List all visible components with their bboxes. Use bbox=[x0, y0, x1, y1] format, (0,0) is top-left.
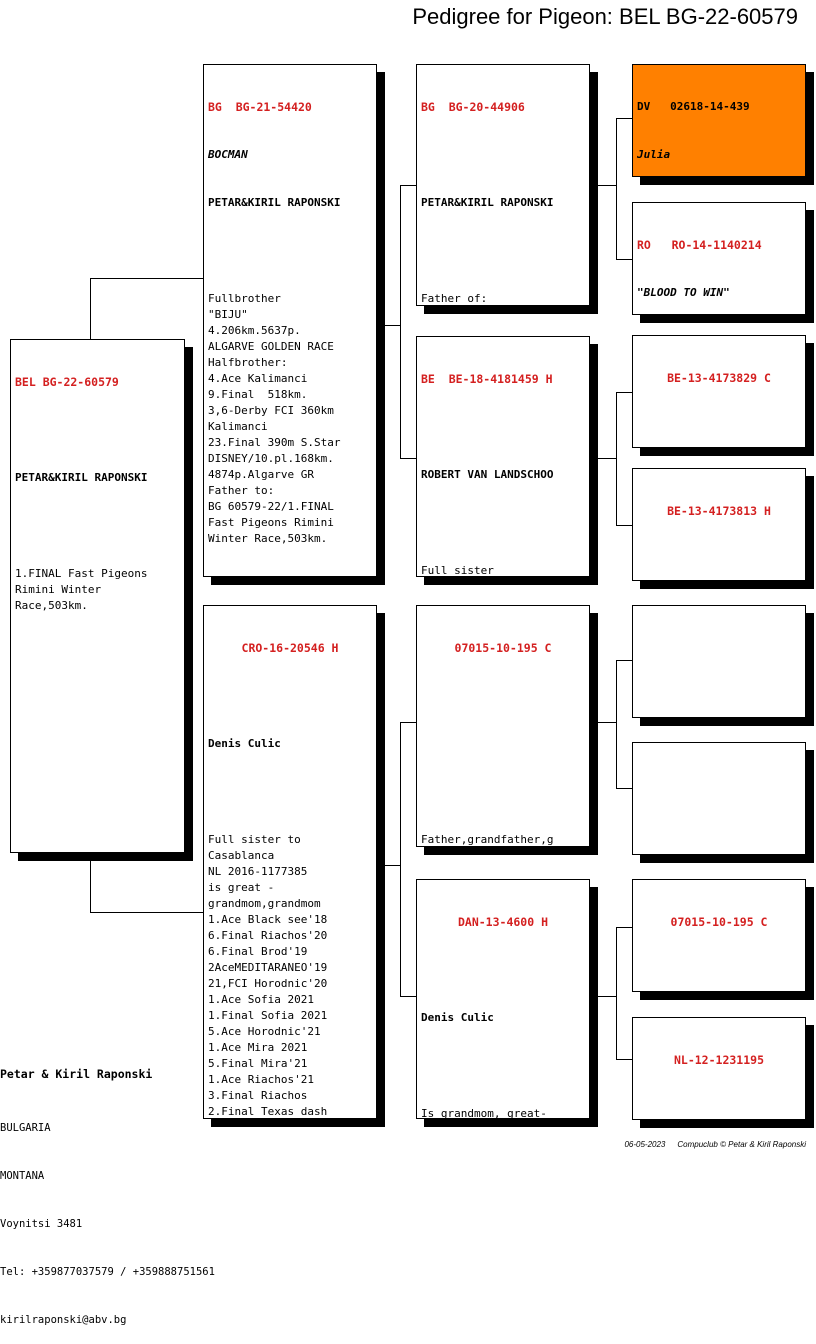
connector bbox=[616, 525, 633, 526]
connector bbox=[616, 788, 633, 789]
footer bbox=[612, 1140, 806, 1149]
ring-number: 07015-10-195 C bbox=[454, 641, 552, 655]
connector bbox=[616, 927, 633, 928]
sire-sire-dam-card[interactable] bbox=[632, 202, 806, 315]
dam-dam-dam-card[interactable] bbox=[632, 1017, 806, 1120]
dam-dam-card[interactable] bbox=[416, 879, 590, 1119]
breeder-info bbox=[0, 1034, 215, 1344]
sire-card[interactable] bbox=[203, 64, 377, 577]
page-title: Pedigree for Pigeon: BEL BG-22-60579 bbox=[412, 4, 798, 29]
sire-dam-card[interactable] bbox=[416, 336, 590, 577]
sire-sire-card[interactable] bbox=[416, 64, 590, 306]
connector bbox=[616, 118, 633, 119]
pigeon-notes: Father of: bbox=[421, 292, 488, 305]
print-date: 06-05-2023 bbox=[624, 1140, 666, 1149]
ring-number: CRO-16-20546 H bbox=[241, 641, 339, 655]
ring-number: BG BG-20-44906 bbox=[421, 100, 525, 114]
breeder-name: Petar & Kiril Raponski bbox=[0, 1067, 153, 1081]
dam-sire-card[interactable] bbox=[416, 605, 590, 847]
dam-dam-sire-card[interactable] bbox=[632, 879, 806, 992]
connector bbox=[616, 1059, 633, 1060]
owner-name: Denis Culic bbox=[421, 1011, 494, 1024]
connector bbox=[592, 458, 616, 459]
connector bbox=[90, 278, 91, 340]
pigeon-notes: Fullbrother "BIJU" 4.206km.5637p. ALGARVE GOLDEN RACE Halfbrother: 4.Ace Kalimanci 9.Final 518km. 3,6-Derby FCI 360km Kalimanci 23.Final 390m S.Star DISNEY/10.pl.168km. 4874p.Algarve GR Father to: BG 60579-22/1.FINAL Fast Pigeons Rimini Winter Race,503km. bbox=[208, 292, 341, 545]
breeder-phone: Tel: +359877037579 / +359888751561 bbox=[0, 1266, 215, 1278]
connector bbox=[376, 325, 400, 326]
connector bbox=[616, 118, 617, 259]
breeder-address: Voynitsi 3481 bbox=[0, 1218, 83, 1230]
breeder-country: BULGARIA bbox=[0, 1122, 51, 1134]
ring-number: BE BE-18-4181459 H bbox=[421, 372, 553, 386]
pigeon-notes: Full sister bbox=[421, 564, 494, 577]
software-credit: Compuclub © Petar & Kiril Raponski bbox=[677, 1140, 806, 1149]
breeder-region: MONTANA bbox=[0, 1170, 45, 1182]
ring-number: NL-12-1231195 bbox=[673, 1053, 764, 1067]
connector bbox=[400, 996, 417, 997]
ring-number: BEL BG-22-60579 bbox=[15, 375, 119, 389]
owner-name: PETAR&KIRIL RAPONSKI bbox=[208, 196, 341, 209]
dam-sire-sire-card[interactable] bbox=[632, 605, 806, 718]
owner-name: ROBERT VAN LANDSCHOO bbox=[421, 468, 554, 481]
pigeon-name: Julia bbox=[637, 148, 671, 161]
sire-sire-sire-card[interactable] bbox=[632, 64, 806, 177]
connector bbox=[616, 660, 633, 661]
ring-number: BE-13-4173829 C bbox=[667, 371, 771, 385]
connector bbox=[616, 392, 633, 393]
connector bbox=[376, 865, 400, 866]
dam-sire-dam-card[interactable] bbox=[632, 742, 806, 855]
connector bbox=[616, 259, 633, 260]
sire-dam-dam-card[interactable] bbox=[632, 468, 806, 581]
pigeon-notes: Is grandmom, great- bbox=[421, 1107, 547, 1119]
ring-number: RO RO-14-1140214 bbox=[637, 238, 762, 252]
connector bbox=[400, 185, 417, 186]
connector bbox=[616, 660, 617, 788]
connector bbox=[400, 185, 401, 458]
connector bbox=[400, 722, 401, 996]
connector bbox=[592, 722, 616, 723]
connector bbox=[90, 912, 204, 913]
connector bbox=[400, 458, 417, 459]
pigeon-name: BOCMAN bbox=[208, 148, 248, 161]
connector bbox=[592, 996, 616, 997]
owner-name: PETAR&KIRIL RAPONSKI bbox=[15, 471, 148, 484]
connector bbox=[616, 392, 617, 525]
pigeon-notes: Father,grandfather,g bbox=[421, 833, 554, 846]
dam-card[interactable] bbox=[203, 605, 377, 1119]
connector bbox=[592, 185, 616, 186]
pigeon-notes: Full sister to Casablanca NL 2016-1177385 is great - grandmom,grandmom 1.Ace Black see'18 6.Final Riachos'20 6.Final Brod'19 2AceMEDITARANEO'19 21,FCI Horodnic'20 1.Ace Sofia 2021 1.Final Sofia 2021 5.Ace Horodnic'21 1.Ace Mira 2021 5.Final Mira'21 1.Ace Riachos'21 3.Final Riachos 2.Final Texas dash bbox=[208, 833, 328, 1118]
ring-number: BE-13-4173813 H bbox=[667, 504, 771, 518]
ring-number: 07015-10-195 C bbox=[670, 915, 768, 929]
owner-name: PETAR&KIRIL RAPONSKI bbox=[421, 196, 554, 209]
pigeon-notes: 1.FINAL Fast Pigeons Rimini Winter Race,503km. bbox=[15, 567, 148, 612]
ring-number: DAN-13-4600 H bbox=[457, 915, 548, 929]
breeder-email: kirilraponski@abv.bg bbox=[0, 1314, 127, 1326]
ring-number: BG BG-21-54420 bbox=[208, 100, 312, 114]
pigeon-name: "BLOOD TO WIN" bbox=[637, 286, 730, 299]
connector bbox=[400, 722, 417, 723]
connector bbox=[90, 278, 204, 279]
owner-name: Denis Culic bbox=[208, 737, 281, 750]
connector bbox=[616, 927, 617, 1059]
ring-number: DV 02618-14-439 bbox=[637, 100, 750, 113]
subject-pigeon-card[interactable] bbox=[10, 339, 185, 853]
connector bbox=[90, 852, 91, 913]
sire-dam-sire-card[interactable] bbox=[632, 335, 806, 448]
